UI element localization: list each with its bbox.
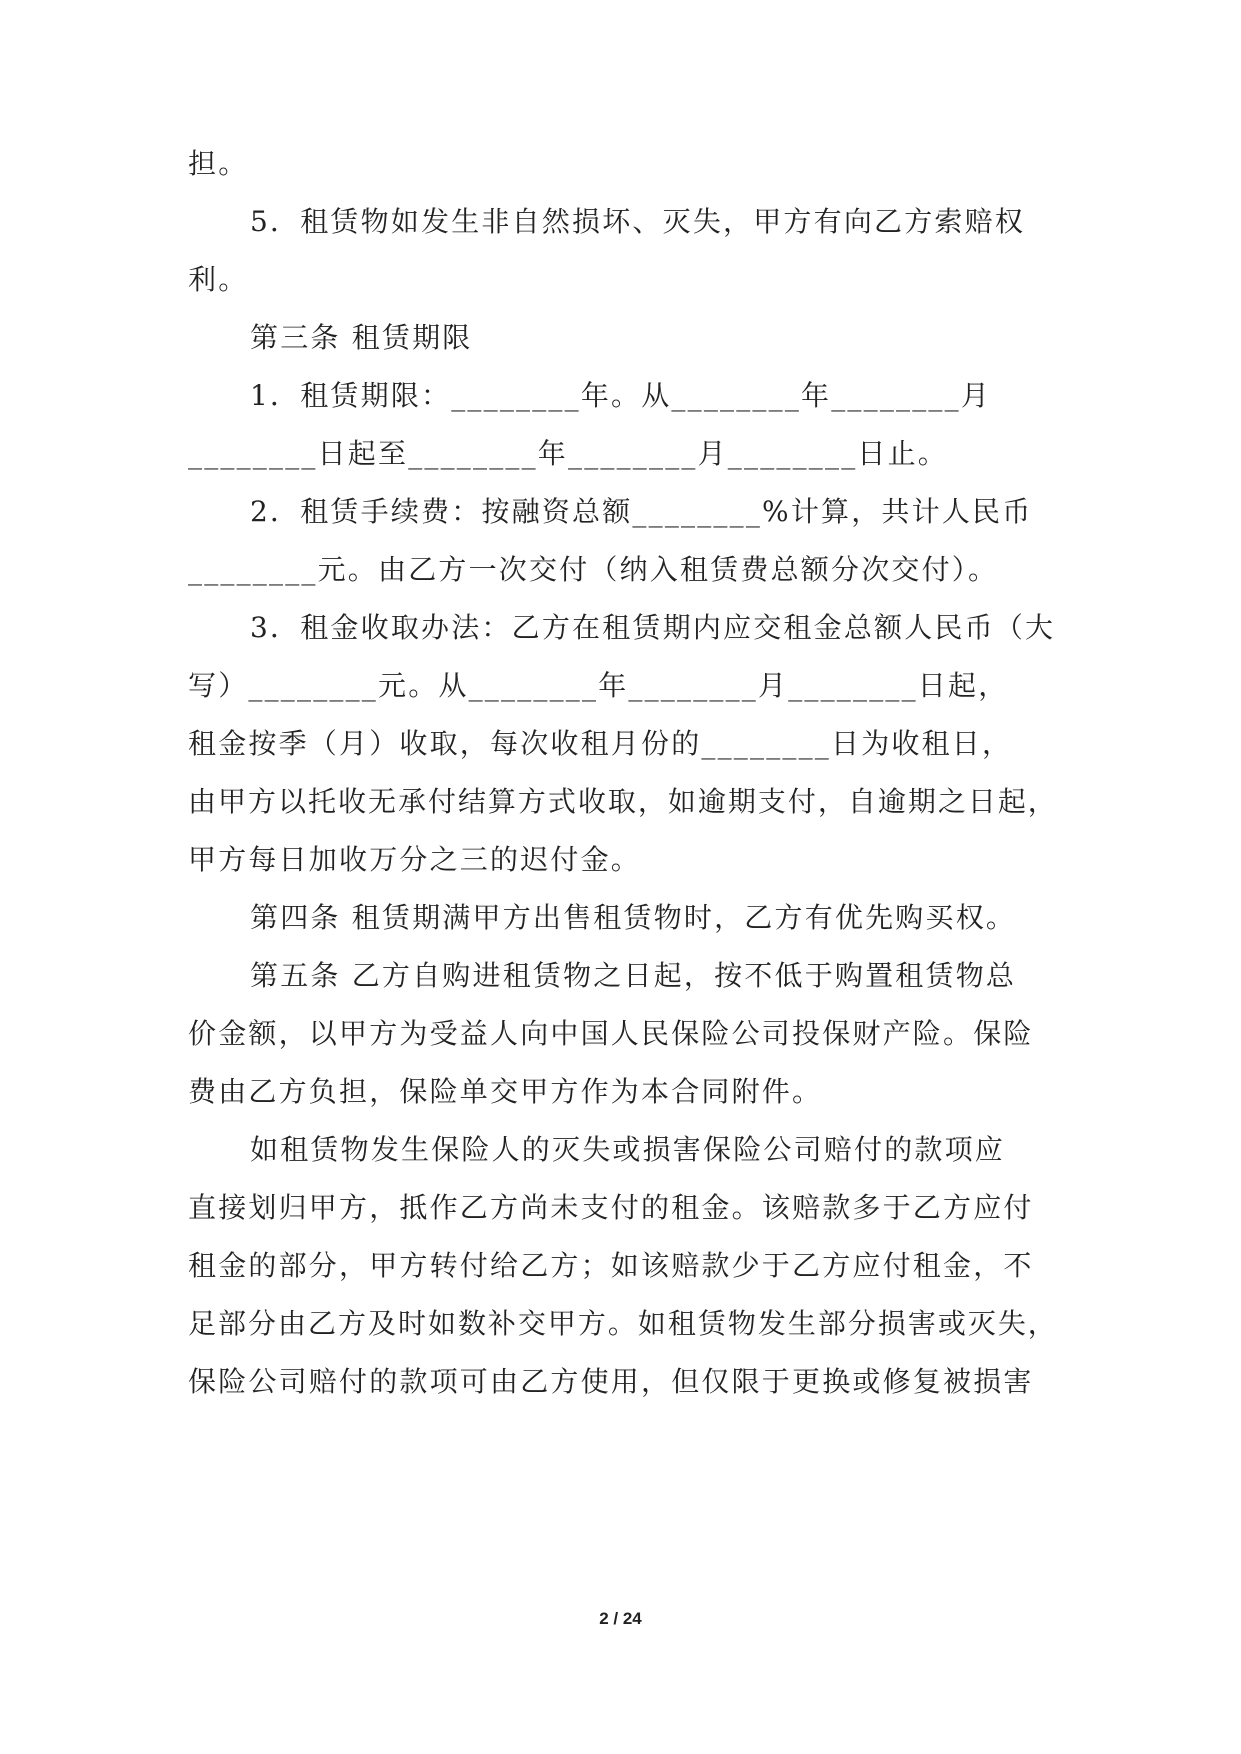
page-number: 2 / 24 (599, 1609, 642, 1628)
text-line: ________元。由乙方一次交付（纳入租赁费总额分次交付）。 (188, 553, 999, 586)
text-line: 担。 (188, 147, 249, 180)
text-line: 1．租赁期限：________年。从________年________月 (250, 379, 992, 412)
text-line: ________日起至________年________月________日止。 (188, 437, 949, 470)
text-line: 2．租赁手续费：按融资总额________%计算，共计人民币 (250, 495, 1033, 528)
section-heading: 第五条 乙方自购进租赁物之日起，按不低于购置租赁物总 (250, 959, 1017, 992)
text-line: 租金按季（月）收取，每次收租月份的________日为收租日， (188, 727, 1013, 760)
text-line: 甲方每日加收万分之三的迟付金。 (188, 843, 642, 876)
section-heading: 第三条 租赁期限 (250, 321, 473, 354)
text-line: 直接划归甲方，抵作乙方尚未支付的租金。该赔款多于乙方应付 (188, 1191, 1034, 1224)
text-line: 由甲方以托收无承付结算方式收取，如逾期支付，自逾期之日起， (188, 785, 1058, 818)
text-line: 费由乙方负担，保险单交甲方作为本合同附件。 (188, 1075, 823, 1108)
text-line: 如租赁物发生保险人的灭失或损害保险公司赔付的款项应 (250, 1133, 1006, 1166)
text-line: 5．租赁物如发生非自然损坏、灭失，甲方有向乙方索赔权 (250, 205, 1026, 238)
text-line: 写）________元。从________年________月________日起， (188, 669, 1009, 702)
text-line: 租金的部分，甲方转付给乙方；如该赔款少于乙方应付租金，不 (188, 1249, 1034, 1282)
text-line: 3．租金收取办法：乙方在租赁期内应交租金总额人民币（大 (250, 611, 1056, 644)
section-heading: 第四条 租赁期满甲方出售租赁物时，乙方有优先购买权。 (250, 901, 1017, 934)
text-line: 利。 (188, 263, 249, 296)
text-line: 价金额，以甲方为受益人向中国人民保险公司投保财产险。保险 (188, 1017, 1034, 1050)
text-line: 足部分由乙方及时如数补交甲方。如租赁物发生部分损害或灭失， (188, 1307, 1058, 1340)
text-line: 保险公司赔付的款项可由乙方使用，但仅限于更换或修复被损害 (188, 1365, 1034, 1398)
